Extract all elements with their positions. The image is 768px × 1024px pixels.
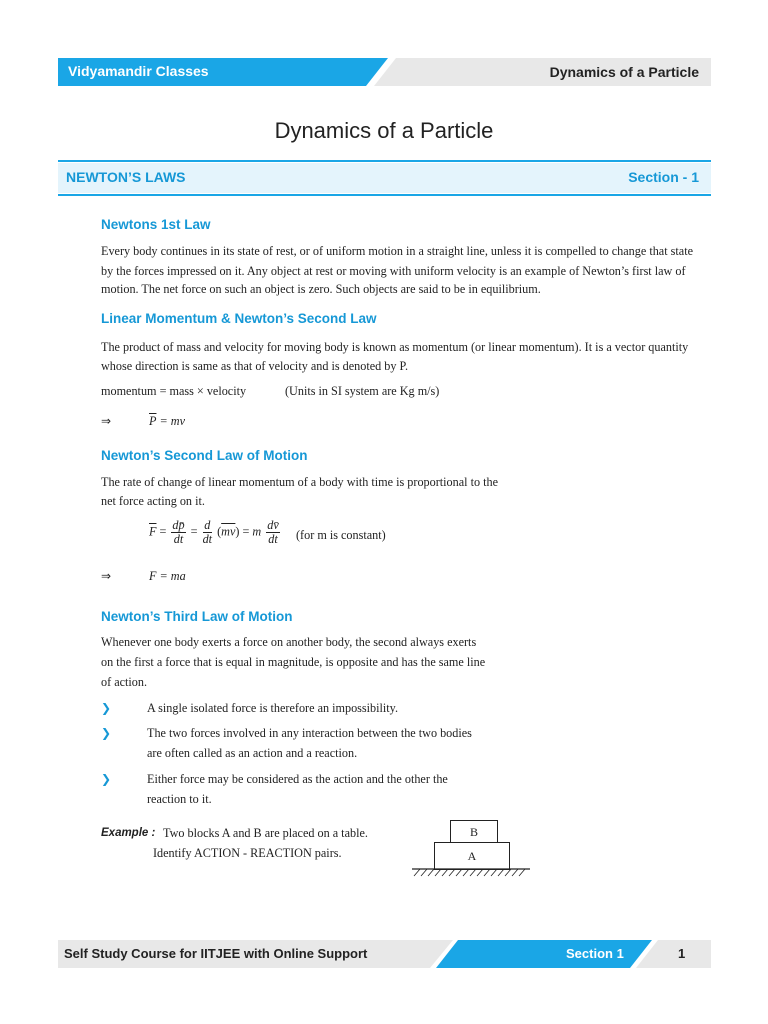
third-law-line-3: of action. [101, 675, 148, 689]
momentum-units: (Units in SI system are Kg m/s) [285, 384, 440, 398]
section-bar-top-rule [58, 160, 711, 162]
force-derivative-formula: $\overline{F}$ = $\frac{dp̄}{dt}$ = $\frac{d}{dt}$ $(\overline{mv}) = m$ $\frac{dv̄}{dt}$ [149, 518, 279, 546]
force-result-formula: F = ma [149, 569, 186, 583]
second-law-line-2: net force acting on it. [101, 494, 205, 508]
heading-momentum: Linear Momentum & Newton’s Second Law [101, 311, 377, 326]
chevron-right-icon: ❯ [101, 772, 112, 786]
section-bar-bottom-rule [58, 194, 711, 196]
heading-first-law: Newtons 1st Law [101, 217, 211, 232]
momentum-line-1: The product of mass and velocity for moving body is known as momentum (or linear momentum). It is a vector quantity [101, 340, 689, 354]
example-line-2: Identify ACTION - REACTION pairs. [153, 846, 342, 860]
block-a: A [434, 842, 510, 870]
chevron-right-icon: ❯ [101, 701, 112, 715]
section-bar [58, 160, 711, 196]
page-footer [58, 940, 711, 968]
table-ground-hatch [412, 868, 532, 880]
page-number: 1 [678, 946, 686, 961]
momentum-equation-text: momentum = mass × velocity [101, 384, 247, 398]
heading-third-law: Newton’s Third Law of Motion [101, 609, 293, 624]
first-law-line-2: by the forces impressed on it. Any object at rest or moving with uniform velocity is an example of Newton’s first law of [101, 264, 686, 278]
momentum-symbol: $\overline{P}$ [149, 414, 157, 428]
header-brand: Vidyamandir Classes [68, 63, 209, 79]
blocks-diagram [412, 818, 532, 880]
footer-section: Section 1 [566, 946, 624, 961]
momentum-rhs: = mv [159, 414, 185, 428]
footer-course-title: Self Study Course for IITJEE with Online Support [64, 946, 368, 961]
third-law-line-1: Whenever one body exerts a force on another body, the second always exerts [101, 635, 477, 649]
momentum-line-2: whose direction is same as that of velocity and is denoted by P. [101, 359, 408, 373]
header-chapter: Dynamics of a Particle [549, 64, 699, 80]
chevron-right-icon: ❯ [101, 726, 112, 740]
block-b: B [450, 820, 498, 844]
first-law-line-1: Every body continues in its state of rest, or of uniform motion in a straight line, unless it is compelled to change that state [101, 244, 693, 258]
implies-symbol: ⇒ [101, 414, 112, 428]
implies-symbol-2: ⇒ [101, 569, 112, 583]
heading-second-law: Newton’s Second Law of Motion [101, 448, 308, 463]
mass-constant-note: (for m is constant) [296, 528, 386, 542]
second-law-line-1: The rate of change of linear momentum of a body with time is proportional to the [101, 475, 498, 489]
example-label: Example : [101, 827, 156, 839]
section-number: Section - 1 [628, 169, 699, 185]
page-header [58, 58, 711, 86]
section-title: NEWTON’S LAWS [66, 169, 186, 185]
example-line-1: Two blocks A and B are placed on a table. [163, 826, 368, 840]
momentum-formula [149, 414, 185, 429]
page-title: Dynamics of a Particle [274, 118, 494, 143]
third-law-line-2: on the first a force that is equal in magnitude, is opposite and has the same line [101, 655, 486, 669]
first-law-line-3: motion. The net force on such an object is zero. Such objects are said to be in equilibrium. [101, 282, 541, 296]
